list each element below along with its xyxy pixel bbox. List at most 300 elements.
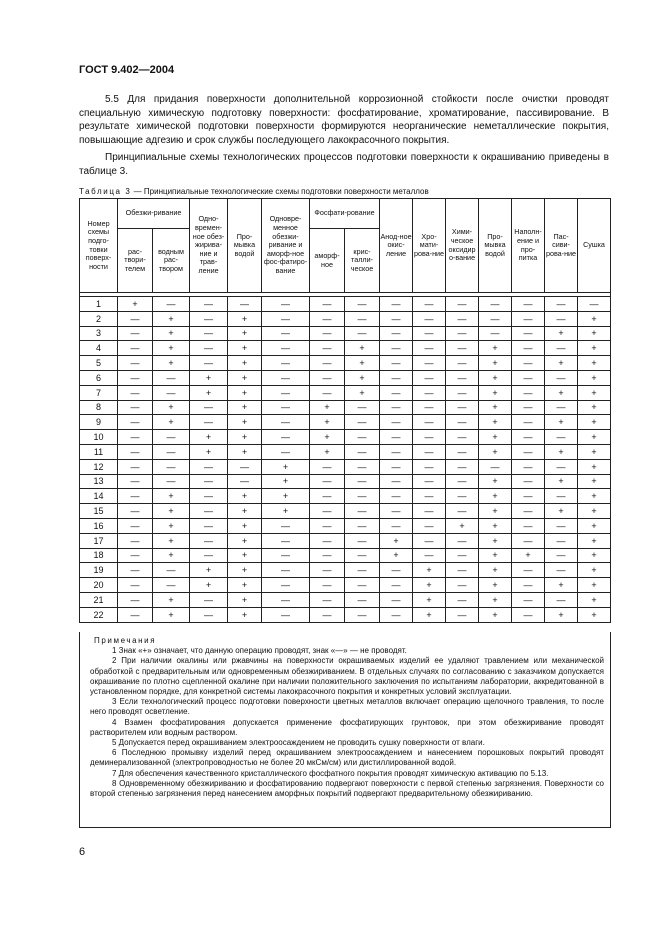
table-cell: + — [578, 311, 611, 326]
table-cell: — — [413, 548, 446, 563]
table-cell: — — [262, 592, 310, 607]
table-cell: — — [190, 489, 228, 504]
table-row — [80, 533, 611, 548]
table-row — [80, 504, 611, 519]
table-cell: — — [380, 592, 413, 607]
table-cell: — — [345, 430, 380, 445]
table-cell: — — [345, 607, 380, 622]
table-cell: — — [512, 326, 545, 341]
table-cell: — — [413, 489, 446, 504]
table-row — [80, 297, 611, 312]
table-cell: + — [153, 356, 190, 371]
table-cell: — — [545, 489, 578, 504]
table-cell: — — [262, 341, 310, 356]
table-cell: — — [228, 474, 262, 489]
table-cell: + — [479, 518, 512, 533]
table-cell: — — [262, 311, 310, 326]
table-cell: — — [545, 297, 578, 312]
table-cell: + — [479, 548, 512, 563]
table-row — [80, 474, 611, 489]
table-cell: — — [380, 578, 413, 593]
scheme-number-cell: 12 — [80, 459, 118, 474]
table-row — [80, 415, 611, 430]
table-cell: + — [345, 385, 380, 400]
table-cell: + — [578, 356, 611, 371]
notes-title: Примечания — [94, 636, 157, 645]
table-cell: — — [118, 326, 153, 341]
table-cell: + — [228, 533, 262, 548]
table-cell: — — [310, 370, 345, 385]
table-cell: — — [380, 489, 413, 504]
table-cell: + — [228, 548, 262, 563]
table-cell: — — [545, 459, 578, 474]
col-rinse: Про-мывка водой — [228, 199, 262, 293]
table-cell: — — [118, 518, 153, 533]
table-cell: + — [479, 430, 512, 445]
table-cell: — — [446, 341, 479, 356]
table-cell: + — [310, 400, 345, 415]
table-cell: — — [446, 578, 479, 593]
table-cell: + — [153, 518, 190, 533]
table-cell: — — [310, 592, 345, 607]
table-cell: + — [545, 474, 578, 489]
table-cell: — — [118, 385, 153, 400]
table-cell: — — [262, 444, 310, 459]
table-cell: + — [228, 578, 262, 593]
table-cell: + — [545, 326, 578, 341]
table-cell: — — [228, 459, 262, 474]
table-cell: — — [446, 607, 479, 622]
table-cell: — — [118, 504, 153, 519]
table-cell: — — [118, 370, 153, 385]
table-cell: + — [153, 415, 190, 430]
table-cell: — — [446, 356, 479, 371]
table-cell: — — [190, 341, 228, 356]
table-cell: — — [310, 297, 345, 312]
col-degreasing-aqueous: водным рас-твором — [153, 229, 190, 293]
scheme-number-cell: 5 — [80, 356, 118, 371]
scheme-number-cell: 8 — [80, 400, 118, 415]
table-cell: — — [153, 430, 190, 445]
table-cell: — — [310, 326, 345, 341]
table-cell: — — [345, 415, 380, 430]
table-row — [80, 356, 611, 371]
table-cell: + — [578, 518, 611, 533]
table-cell: — — [262, 430, 310, 445]
table-cell: — — [413, 311, 446, 326]
table-cell: — — [118, 356, 153, 371]
table-cell: — — [413, 400, 446, 415]
table-row — [80, 592, 611, 607]
table-cell: — — [153, 444, 190, 459]
table-cell: + — [228, 356, 262, 371]
scheme-number-cell: 1 — [80, 297, 118, 312]
table-cell: + — [380, 533, 413, 548]
table-cell: + — [262, 474, 310, 489]
table-cell: — — [118, 400, 153, 415]
table-cell: — — [512, 444, 545, 459]
table-cell: — — [262, 415, 310, 430]
table-cell: — — [512, 504, 545, 519]
table-row — [80, 489, 611, 504]
table-cell: — — [153, 385, 190, 400]
scheme-number-cell: 18 — [80, 548, 118, 563]
table-cell: — — [118, 459, 153, 474]
scheme-number-cell: 4 — [80, 341, 118, 356]
table-cell: — — [153, 474, 190, 489]
table-caption — [79, 187, 429, 196]
table-cell: + — [153, 489, 190, 504]
notes-block — [79, 632, 611, 828]
table-cell: + — [228, 341, 262, 356]
table-cell: + — [479, 504, 512, 519]
table-cell: + — [479, 356, 512, 371]
table-cell: + — [228, 430, 262, 445]
note-item: 8 Одновременному обезжириванию и фосфатированию подвергают поверхности с первой степенью загрязнения. Поверхности со второй степенью загрязнения перед нанесением аморфных покрытий подвергают предварительному обезжириванию. — [90, 778, 604, 799]
table-cell: — — [345, 297, 380, 312]
table-cell: + — [153, 607, 190, 622]
table-cell: — — [118, 578, 153, 593]
table-cell: — — [310, 578, 345, 593]
table-row — [80, 578, 611, 593]
table-cell: — — [380, 341, 413, 356]
table-cell: — — [118, 430, 153, 445]
scheme-number-cell: 3 — [80, 326, 118, 341]
table-cell: + — [413, 578, 446, 593]
table-cell: — — [380, 356, 413, 371]
table-cell: — — [512, 297, 545, 312]
table-cell: — — [262, 326, 310, 341]
table-cell: — — [118, 444, 153, 459]
table-cell: — — [413, 504, 446, 519]
table-cell: — — [413, 459, 446, 474]
table-cell: — — [413, 474, 446, 489]
table-cell: — — [578, 297, 611, 312]
table-cell: — — [545, 341, 578, 356]
schemes-table-body — [80, 297, 611, 623]
col-rinse-2: Про-мывка водой — [479, 199, 512, 293]
table-cell: + — [228, 370, 262, 385]
table-cell: — — [446, 311, 479, 326]
table-cell: — — [190, 533, 228, 548]
scheme-number-cell: 2 — [80, 311, 118, 326]
table-cell: — — [262, 578, 310, 593]
table-cell: — — [479, 297, 512, 312]
table-cell: + — [153, 504, 190, 519]
table-cell: + — [578, 415, 611, 430]
table-cell: — — [310, 504, 345, 519]
table-cell: — — [512, 607, 545, 622]
table-cell: + — [479, 415, 512, 430]
table-cell: + — [545, 607, 578, 622]
table-cell: — — [446, 533, 479, 548]
col-chromating: Хро-мати-рова-ние — [413, 199, 446, 293]
table-caption-label: Таблица 3 — [79, 187, 132, 196]
document-header: ГОСТ 9.402—2004 — [79, 64, 175, 76]
table-cell: — — [512, 341, 545, 356]
col-drying: Сушка — [578, 199, 611, 293]
note-item: 4 Взамен фосфатирования допускается применение фосфатирующих грунтовок, при этом обезжиривание проводят растворителем или водным раствором. — [90, 717, 604, 737]
table-row — [80, 459, 611, 474]
table-cell: — — [413, 370, 446, 385]
table-cell: — — [310, 489, 345, 504]
table-cell: — — [512, 578, 545, 593]
table-cell: — — [479, 311, 512, 326]
table-cell: — — [512, 563, 545, 578]
table-cell: — — [310, 474, 345, 489]
table-cell: + — [190, 444, 228, 459]
scheme-number-cell: 10 — [80, 430, 118, 445]
table-cell: + — [578, 459, 611, 474]
table-cell: — — [345, 400, 380, 415]
table-cell: — — [380, 400, 413, 415]
col-chemical-oxidation: Хими-ческое оксидир о-вание — [446, 199, 479, 293]
table-cell: — — [310, 563, 345, 578]
table-cell: + — [578, 578, 611, 593]
table-cell: + — [153, 400, 190, 415]
table-cell: — — [545, 370, 578, 385]
table-cell: — — [512, 400, 545, 415]
table-cell: + — [345, 370, 380, 385]
table-cell: + — [578, 607, 611, 622]
table-cell: — — [413, 385, 446, 400]
note-item: 6 Последнюю промывку изделий перед окрашиванием электроосаждением и нанесением порошковых покрытий проводят деминерализованной (электропроводностью не более 20 мкСм/см) или дистиллированной водой. — [90, 748, 604, 768]
table-cell: — — [190, 415, 228, 430]
table-cell: — — [446, 474, 479, 489]
table-cell: — — [190, 297, 228, 312]
table-cell: — — [446, 489, 479, 504]
table-cell: + — [228, 400, 262, 415]
table-cell: — — [380, 518, 413, 533]
table-cell: — — [345, 311, 380, 326]
table-cell: — — [479, 459, 512, 474]
table-cell: — — [413, 297, 446, 312]
table-cell: + — [190, 578, 228, 593]
table-cell: + — [345, 341, 380, 356]
table-cell: — — [512, 459, 545, 474]
table-cell: — — [190, 548, 228, 563]
table-cell: — — [190, 356, 228, 371]
table-cell: — — [380, 474, 413, 489]
table-cell: — — [345, 548, 380, 563]
note-item: 3 Если технологический процесс подготовки поверхности цветных металлов включает операцию щелочного травления, то после него проводят осветление. — [90, 697, 604, 717]
table-row — [80, 326, 611, 341]
scheme-number-cell: 6 — [80, 370, 118, 385]
table-cell: + — [190, 563, 228, 578]
col-anodic-oxidation: Анод-ное окис-ление — [380, 199, 413, 293]
table-row — [80, 518, 611, 533]
table-row — [80, 385, 611, 400]
table-cell: — — [118, 489, 153, 504]
table-cell: — — [380, 415, 413, 430]
table-cell: + — [262, 504, 310, 519]
col-simultaneous-etching: Одно-времен-ное обез-жирива-ние и трав-ление — [190, 199, 228, 293]
table-cell: — — [262, 548, 310, 563]
table-cell: + — [413, 607, 446, 622]
table-cell: — — [310, 356, 345, 371]
table-cell: — — [413, 326, 446, 341]
table-cell: + — [153, 341, 190, 356]
table-cell: — — [380, 430, 413, 445]
table-cell: — — [545, 548, 578, 563]
table-cell: — — [446, 504, 479, 519]
table-cell: + — [578, 430, 611, 445]
table-cell: + — [228, 504, 262, 519]
table-cell: + — [228, 326, 262, 341]
col-phosphating-crystalline: крис-талли-ческое — [345, 229, 380, 293]
table-cell: — — [446, 415, 479, 430]
table-cell: — — [512, 415, 545, 430]
scheme-number-cell: 22 — [80, 607, 118, 622]
table-cell: — — [345, 518, 380, 533]
table-cell: — — [545, 311, 578, 326]
table-cell: — — [380, 326, 413, 341]
table-cell: — — [380, 459, 413, 474]
table-cell: — — [310, 607, 345, 622]
table-cell: + — [578, 400, 611, 415]
table-cell: — — [446, 444, 479, 459]
table-cell: — — [310, 533, 345, 548]
table-cell: — — [446, 592, 479, 607]
table-cell: — — [118, 311, 153, 326]
table-row — [80, 311, 611, 326]
table-cell: + — [578, 341, 611, 356]
table-cell: — — [446, 326, 479, 341]
table-cell: — — [228, 297, 262, 312]
table-cell: — — [380, 563, 413, 578]
table-cell: — — [380, 504, 413, 519]
table-cell: — — [118, 563, 153, 578]
table-cell: — — [512, 430, 545, 445]
table-cell: + — [228, 385, 262, 400]
table-cell: — — [413, 444, 446, 459]
table-cell: — — [310, 548, 345, 563]
table-cell: + — [578, 385, 611, 400]
table-cell: — — [118, 607, 153, 622]
table-cell: — — [512, 474, 545, 489]
table-cell: — — [345, 444, 380, 459]
table-row — [80, 548, 611, 563]
table-cell: + — [228, 489, 262, 504]
table-cell: + — [310, 444, 345, 459]
table-cell: + — [153, 326, 190, 341]
table-cell: — — [118, 341, 153, 356]
table-cell: — — [345, 474, 380, 489]
table-cell: + — [228, 415, 262, 430]
table-cell: — — [310, 311, 345, 326]
table-cell: — — [153, 459, 190, 474]
col-simultaneous-phosphating: Одновре-менное обезжи-ривание и аморф-ное фос-фатиро-вание — [262, 199, 310, 293]
table-cell: — — [413, 341, 446, 356]
scheme-number-cell: 11 — [80, 444, 118, 459]
table-cell: — — [190, 518, 228, 533]
table-cell: + — [512, 548, 545, 563]
table-cell: + — [578, 489, 611, 504]
table-cell: + — [262, 459, 310, 474]
table-cell: — — [512, 518, 545, 533]
table-cell: — — [545, 533, 578, 548]
table-cell: — — [262, 400, 310, 415]
table-cell: + — [228, 607, 262, 622]
table-cell: — — [262, 563, 310, 578]
scheme-number-cell: 20 — [80, 578, 118, 593]
page-number: 6 — [79, 846, 86, 858]
table-cell: + — [479, 607, 512, 622]
col-filling: Наполн-ение и про-питка — [512, 199, 545, 293]
table-cell: — — [512, 385, 545, 400]
col-degreasing: Обезжи-ривание — [118, 199, 190, 229]
note-item: 7 Для обеспечения качественного кристаллического фосфатного покрытия проводят химическую активацию по 5.13. — [112, 768, 549, 778]
table-cell: — — [380, 297, 413, 312]
table-cell: — — [190, 326, 228, 341]
table-cell: + — [479, 474, 512, 489]
scheme-number-cell: 17 — [80, 533, 118, 548]
schemes-table — [79, 198, 611, 623]
table-cell: + — [479, 592, 512, 607]
table-row — [80, 563, 611, 578]
table-cell: + — [578, 504, 611, 519]
table-cell: — — [446, 385, 479, 400]
table-cell: — — [479, 326, 512, 341]
table-cell: — — [190, 311, 228, 326]
table-cell: + — [228, 311, 262, 326]
table-cell: — — [545, 518, 578, 533]
table-cell: — — [446, 459, 479, 474]
table-cell: + — [228, 518, 262, 533]
table-cell: — — [345, 326, 380, 341]
table-cell: + — [446, 518, 479, 533]
table-cell: — — [380, 385, 413, 400]
scheme-number-cell: 14 — [80, 489, 118, 504]
table-cell: — — [413, 518, 446, 533]
table-cell: — — [190, 474, 228, 489]
table-cell: + — [190, 370, 228, 385]
table-cell: + — [578, 370, 611, 385]
table-cell: + — [479, 563, 512, 578]
table-cell: — — [118, 592, 153, 607]
table-cell: + — [228, 592, 262, 607]
table-row — [80, 607, 611, 622]
table-cell: — — [345, 578, 380, 593]
table-cell: + — [190, 430, 228, 445]
table-cell: + — [479, 444, 512, 459]
table-cell: — — [545, 430, 578, 445]
table-cell: — — [545, 400, 578, 415]
table-cell: — — [380, 370, 413, 385]
table-cell: — — [345, 533, 380, 548]
table-cell: — — [545, 592, 578, 607]
table-cell: + — [479, 533, 512, 548]
paragraph-5-5: 5.5 Для придания поверхности дополнительной коррозионной стойкости после очистки проводят специальную химическую подготовку поверхности: фосфатирование, хроматирование, пассивирование. В результате химической подготовки поверхности формируются неорганические неметаллические покрытия, повышающие адгезию и срок службы последующего лакокрасочного покрытия. — [79, 94, 609, 146]
table-cell: — — [262, 533, 310, 548]
table-cell: + — [479, 400, 512, 415]
table-row — [80, 400, 611, 415]
table-cell: — — [153, 297, 190, 312]
scheme-number-cell: 15 — [80, 504, 118, 519]
table-cell: — — [190, 607, 228, 622]
table-cell: + — [479, 385, 512, 400]
table-cell: — — [446, 548, 479, 563]
table-cell: — — [446, 297, 479, 312]
table-cell: + — [578, 563, 611, 578]
table-caption-text: — Принципиальные технологические схемы подготовки поверхности металлов — [131, 187, 429, 196]
table-cell: + — [413, 563, 446, 578]
table-cell: + — [228, 563, 262, 578]
table-cell: + — [310, 415, 345, 430]
table-cell: — — [413, 356, 446, 371]
table-cell: + — [545, 415, 578, 430]
scheme-number-cell: 7 — [80, 385, 118, 400]
